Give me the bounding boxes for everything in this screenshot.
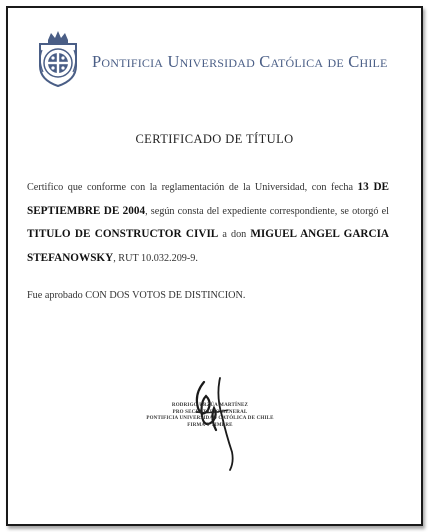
letterhead (34, 30, 388, 88)
body-text-1: Certifico que conforme con la reglamentación de la Universidad, con fecha (27, 182, 358, 193)
certificate-title: CERTIFICADO DE TÍTULO (135, 132, 294, 146)
approval-statement: Fue aprobado CON DOS VOTOS DE DISTINCION. (27, 290, 246, 301)
signature-block (115, 403, 305, 429)
university-seal-icon (34, 30, 82, 88)
body-text-2: , según consta del expediente correspondiente, se otorgó el (145, 205, 389, 217)
degree-title: TITULO DE CONSTRUCTOR CIVIL (27, 228, 219, 240)
signatory-institution: PONTIFICIA UNIVERSIDAD CATÓLICA DE CHILE (146, 416, 274, 421)
body-text-4: , RUT 10.032.209-9. (113, 252, 198, 264)
university-name: Pontificia Universidad Católica de Chile (92, 52, 388, 71)
recipient-name: MIGUEL ANGEL GARCIA STEFANOWSKY (27, 228, 389, 264)
signatory-name: RODRIGO URZÚA MARTÍNEZ (171, 403, 249, 408)
signature-note: FIRMA Y TIMBRE (187, 422, 233, 428)
signatory-role: PRO SECRETARIO GENERAL (172, 409, 248, 415)
certificate-body (27, 176, 389, 270)
body-text-3: a don (218, 229, 251, 240)
award-date: 13 DE SEPTIEMBRE DE 2004 (27, 181, 390, 217)
